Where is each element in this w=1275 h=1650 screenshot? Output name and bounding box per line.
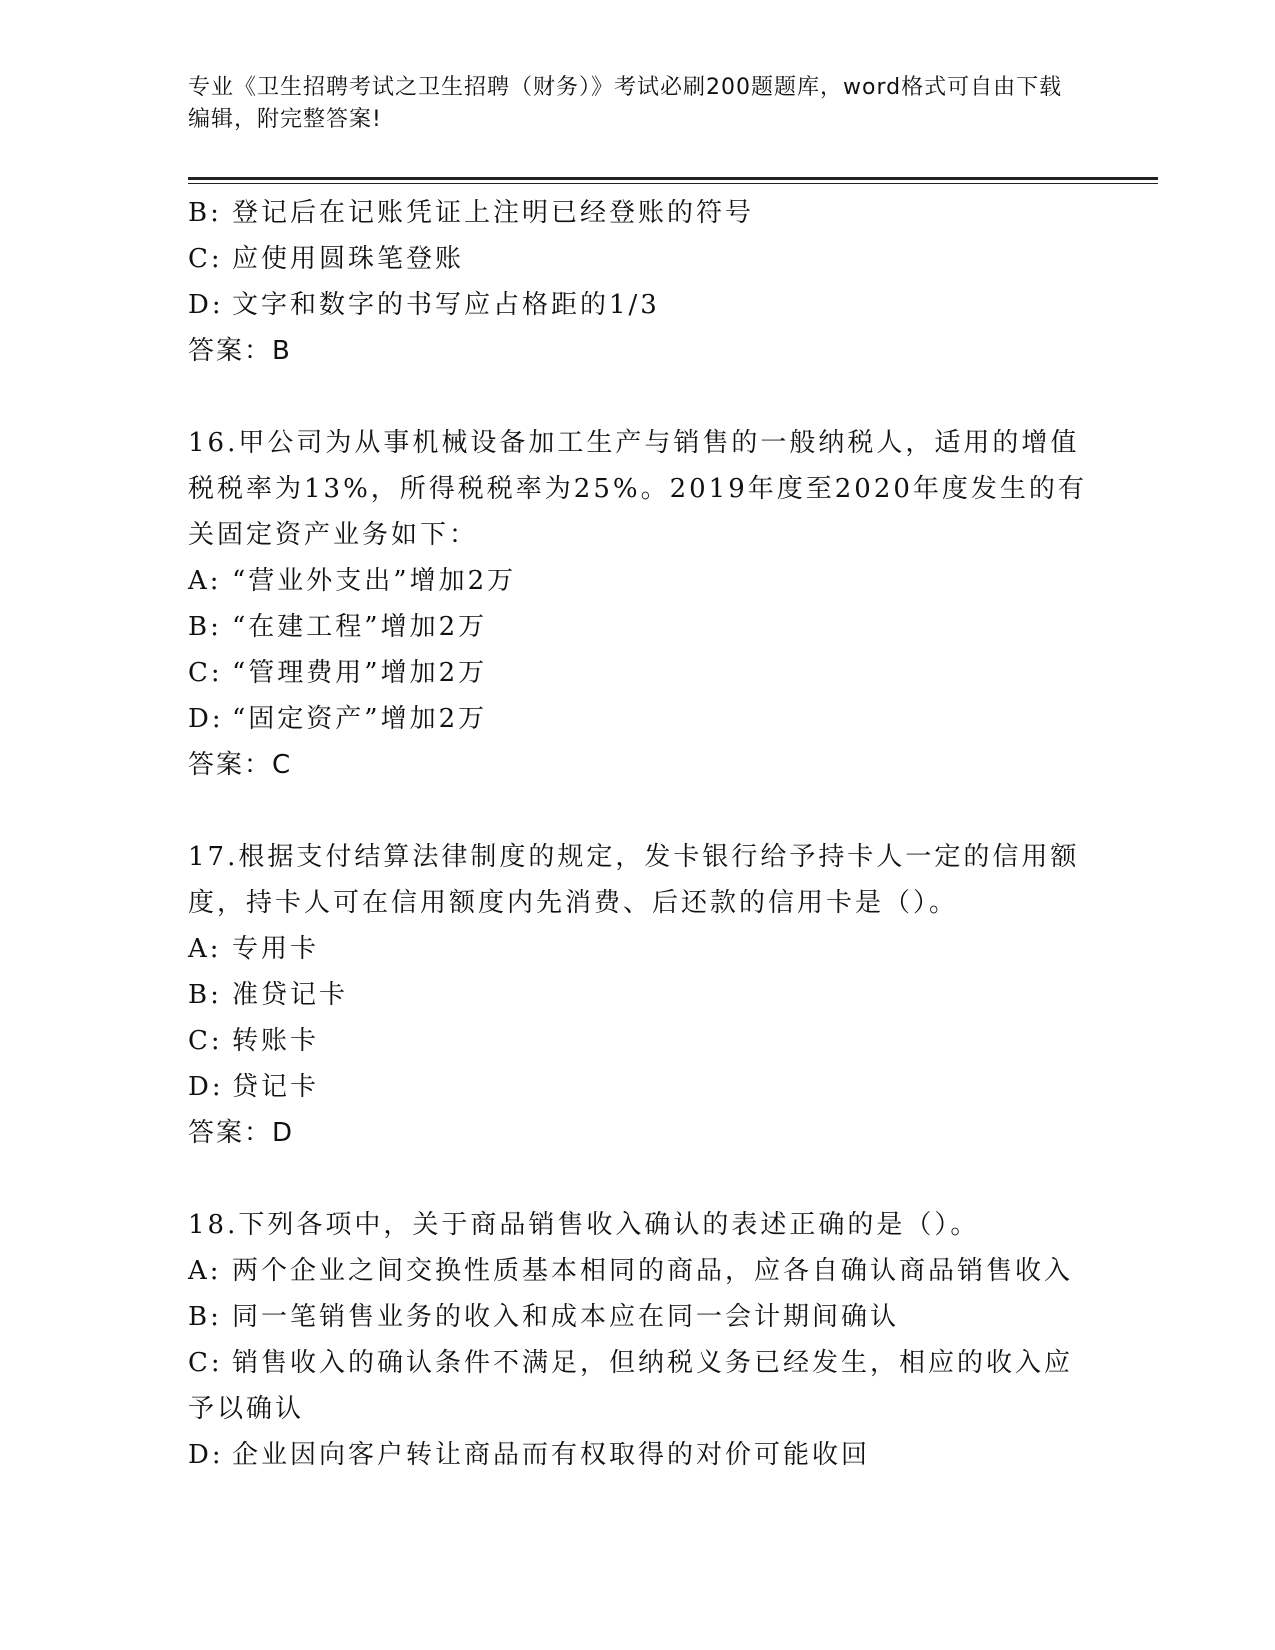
spacer (188, 788, 1088, 834)
option-label: B: (188, 1302, 222, 1332)
option-c (188, 1340, 1088, 1432)
answer-line: 答案：C (188, 750, 293, 780)
option-d (188, 696, 1088, 742)
option-d (188, 282, 1088, 328)
option-c (188, 1018, 1088, 1064)
option-label: B: (188, 980, 222, 1010)
question-stem: 16.甲公司为从事机械设备加工生产与销售的一般纳税人，适用的增值税税率为13%，所得税税率为25%。2019年度至2020年度发生的有关固定资产业务如下： (188, 428, 1087, 550)
option-label: D: (188, 1440, 224, 1470)
option-a (188, 926, 1088, 972)
question-stem: 17.根据支付结算法律制度的规定，发卡银行给予持卡人一定的信用额度，持卡人可在信用额度内先消费、后还款的信用卡是（）。 (188, 842, 1080, 918)
option-label: C: (188, 1348, 223, 1378)
option-label: A: (188, 934, 222, 964)
option-c (188, 236, 1088, 282)
option-b (188, 190, 1088, 236)
spacer (188, 374, 1088, 420)
option-text: 应使用圆珠笔登账 (232, 244, 465, 274)
option-label: C: (188, 244, 223, 274)
option-a (188, 1248, 1088, 1294)
answer-line: 答案：D (188, 1118, 295, 1148)
option-text: 贷记卡 (232, 1072, 320, 1102)
option-label: C: (188, 1026, 223, 1056)
option-b (188, 972, 1088, 1018)
option-text: 转账卡 (232, 1026, 320, 1056)
option-b (188, 1294, 1088, 1340)
option-b (188, 604, 1088, 650)
option-label: A: (188, 1256, 222, 1286)
question-stem: 18.下列各项中，关于商品销售收入确认的表述正确的是（）。 (188, 1210, 980, 1240)
option-text: “固定资产”增加2万 (232, 704, 488, 734)
page-header: 专业《卫生招聘考试之卫生招聘（财务）》考试必刷200题题库，word格式可自由下载编辑，附完整答案! (188, 75, 1063, 132)
option-text: 同一笔销售业务的收入和成本应在同一会计期间确认 (232, 1302, 900, 1332)
question-content (188, 190, 1088, 1478)
option-label: B: (188, 198, 222, 228)
option-text: “在建工程”增加2万 (232, 612, 488, 642)
option-text: 两个企业之间交换性质基本相同的商品，应各自确认商品销售收入 (232, 1256, 1074, 1286)
option-c (188, 650, 1088, 696)
option-label: B: (188, 612, 222, 642)
option-text: 准贷记卡 (232, 980, 349, 1010)
option-text: “管理费用”增加2万 (232, 658, 488, 688)
option-text: 专用卡 (232, 934, 320, 964)
option-label: D: (188, 704, 224, 734)
option-d (188, 1064, 1088, 1110)
option-label: D: (188, 290, 224, 320)
option-text: 文字和数字的书写应占格距的1/3 (232, 290, 660, 320)
spacer (188, 1156, 1088, 1202)
option-text: “营业外支出”增加2万 (232, 566, 517, 596)
option-text: 登记后在记账凭证上注明已经登账的符号 (232, 198, 755, 228)
option-d (188, 1432, 1088, 1478)
option-label: C: (188, 658, 223, 688)
option-label: A: (188, 566, 222, 596)
option-text: 企业因向客户转让商品而有权取得的对价可能收回 (232, 1440, 871, 1470)
header-rule-thick (188, 177, 1158, 180)
option-label: D: (188, 1072, 224, 1102)
answer-line: 答案：B (188, 336, 292, 366)
header-rule-thin (188, 183, 1158, 184)
option-text: 销售收入的确认条件不满足，但纳税义务已经发生，相应的收入应予以确认 (188, 1348, 1074, 1424)
option-a (188, 558, 1088, 604)
